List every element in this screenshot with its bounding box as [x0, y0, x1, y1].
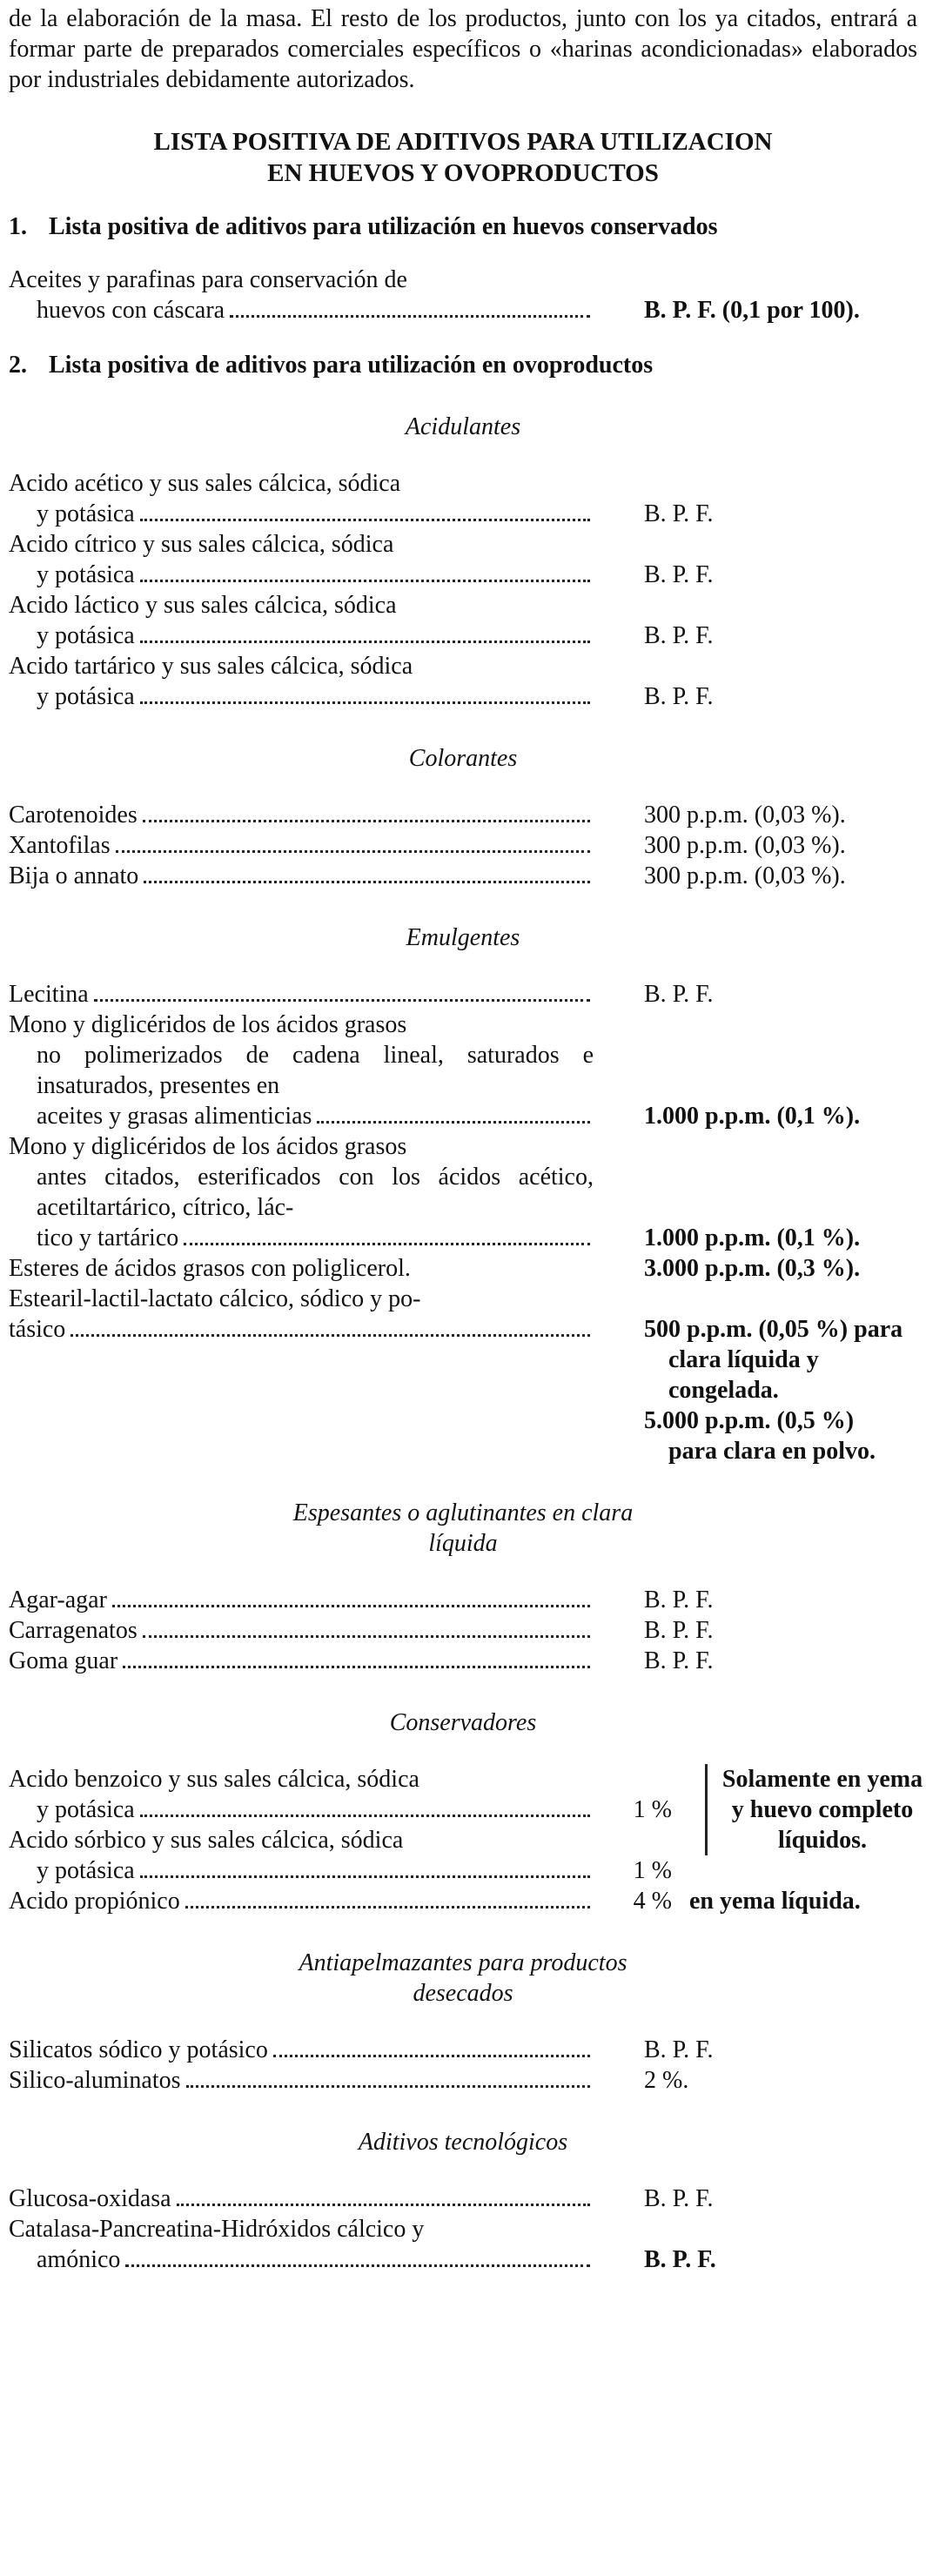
additive-name: Carotenoides	[9, 802, 138, 828]
additive-name-line: y potásica	[37, 500, 135, 527]
additive-name: Silico-aluminatos	[9, 2067, 181, 2094]
additive-name-line: Aceites y parafinas para conservación de	[9, 266, 407, 293]
section-title-antiapelmazantes	[9, 1948, 917, 2009]
additive-name-line: Mono y diglicéridos de los ácidos grasos	[9, 1133, 407, 1160]
colorantes-entries	[9, 800, 917, 891]
additive-name-line: y potásica	[37, 1796, 135, 1823]
additive-entry	[9, 2184, 917, 2214]
additive-name: Acido propiónico	[9, 1888, 180, 1915]
additive-name: Lecitina	[9, 981, 89, 1008]
additive-name-line: Acido benzoico y sus sales cálcica, sódica	[9, 1766, 419, 1793]
dot-leader	[140, 701, 590, 704]
additive-name: Xantofilas	[9, 832, 111, 859]
additive-name-line: tásico	[9, 1316, 66, 1343]
additive-name: Esteres de ácidos grasos con poliglicerol.	[9, 1255, 411, 1282]
antiapelmazantes-entries	[9, 2035, 917, 2096]
additive-entry	[9, 800, 917, 830]
list-1-heading	[9, 211, 917, 242]
dot-leader	[123, 1666, 590, 1668]
additive-value: 300 p.p.m. (0,03 %).	[644, 802, 846, 828]
additive-name-line: y potásica	[37, 622, 135, 649]
additive-name-line: tico y tartárico	[37, 1224, 179, 1251]
emulgentes-entries	[9, 979, 917, 1466]
additive-entry	[9, 861, 917, 891]
dot-leader	[94, 999, 590, 1002]
conservadores-bracket-note: Solamente en yema y huevo completo líquidos.	[705, 1764, 926, 1855]
dot-leader	[317, 1121, 590, 1124]
additive-value: 1.000 p.p.m. (0,1 %).	[644, 1103, 861, 1130]
dot-leader	[140, 1875, 590, 1878]
section-title-conservadores: Conservadores	[389, 1709, 537, 1736]
dot-leader	[140, 641, 590, 643]
additive-entry	[9, 590, 917, 651]
dot-leader	[144, 881, 590, 883]
dot-leader	[112, 1605, 590, 1607]
additive-entry	[9, 265, 917, 325]
section-title-espesantes	[9, 1498, 917, 1559]
additive-entry	[9, 2065, 917, 2096]
additive-name-line: y potásica	[37, 1857, 135, 1884]
additive-entry	[9, 979, 917, 1010]
main-title-line-1: LISTA POSITIVA DE ADITIVOS PARA UTILIZACION	[153, 128, 773, 156]
dot-leader	[125, 2264, 590, 2267]
additive-value: 1 %	[633, 1796, 672, 1823]
additive-name-line: Acido láctico y sus sales cálcica, sódica	[9, 592, 397, 619]
additive-value: B. P. F.	[644, 2036, 714, 2063]
dot-leader	[273, 2055, 590, 2057]
dot-leader	[116, 850, 590, 853]
additive-value: B. P. F.	[644, 1647, 714, 1674]
additive-name-line: amónico	[37, 2246, 121, 2273]
section-title-line: líquida	[428, 1530, 498, 1557]
additive-entry	[9, 1585, 917, 1615]
dot-leader	[185, 1906, 590, 1909]
additive-value: 3.000 p.p.m. (0,3 %).	[644, 1255, 861, 1282]
additive-name-line: y potásica	[37, 561, 135, 588]
additive-value: 1 %	[633, 1857, 672, 1884]
additive-name-line: y potásica	[37, 683, 135, 710]
additive-name: Carragenatos	[9, 1617, 138, 1644]
additive-name-line: antes citados, esterificados con los ácidos acético, acetiltartárico, cítrico, lác-	[37, 1164, 594, 1221]
main-title-line-2: EN HUEVOS Y OVOPRODUCTOS	[267, 159, 659, 187]
additive-value: B. P. F.	[644, 500, 714, 527]
additive-name-line: aceites y grasas alimenticias	[37, 1103, 312, 1130]
additive-name-line: huevos con cáscara	[37, 297, 225, 324]
additive-value: B. P. F.	[644, 561, 714, 588]
additive-entry	[9, 1886, 917, 1916]
additive-value: B. P. F. (0,1 por 100).	[644, 297, 860, 324]
additive-name: Goma guar	[9, 1647, 118, 1674]
additive-name: Silicatos sódico y potásico	[9, 2036, 268, 2063]
additive-value: B. P. F.	[644, 2185, 714, 2212]
additive-value: 4 %	[633, 1888, 672, 1915]
additive-name-line: Catalasa-Pancreatina-Hidróxidos cálcico y	[9, 2216, 425, 2243]
tecnologicos-entries	[9, 2184, 917, 2275]
additive-entry	[9, 1010, 917, 1131]
list-2-text: Lista positiva de aditivos para utilización en ovoproductos	[49, 352, 654, 379]
dot-leader	[184, 1243, 590, 1245]
additive-name-line: Acido cítrico y sus sales cálcica, sódica	[9, 531, 394, 558]
dot-leader	[143, 820, 590, 822]
section-title-line: Espesantes o aglutinantes en clara	[292, 1499, 634, 1526]
additive-value: 5.000 p.p.m. (0,5 %) para clara en polvo.	[644, 1407, 876, 1465]
additive-entry	[9, 830, 917, 861]
dot-leader	[230, 315, 590, 318]
list-1-entries	[9, 265, 917, 325]
espesantes-entries	[9, 1585, 917, 1676]
dot-leader	[140, 1815, 590, 1817]
section-title-tecnologicos: Aditivos tecnológicos	[358, 2129, 568, 2156]
additive-value: 300 p.p.m. (0,03 %).	[644, 832, 846, 859]
additive-entry	[9, 529, 917, 590]
section-title-emulgentes: Emulgentes	[406, 924, 520, 951]
section-title-line: desecados	[413, 1980, 513, 2007]
section-title-acidulantes: Acidulantes	[405, 413, 521, 440]
additive-entry	[9, 1284, 917, 1466]
additive-name-line: Estearil-lactil-lactato cálcico, sódico y po-	[9, 1285, 421, 1312]
additive-value: 300 p.p.m. (0,03 %).	[644, 862, 846, 889]
list-1-number: 1.	[9, 213, 27, 240]
acidulantes-entries	[9, 468, 917, 712]
list-2-heading	[9, 350, 917, 380]
section-title-line: Antiapelmazantes para productos	[299, 1949, 627, 1976]
additive-name: Glucosa-oxidasa	[9, 2185, 171, 2212]
additive-entry	[9, 1646, 917, 1676]
main-title	[9, 126, 917, 189]
additive-value: B. P. F.	[644, 683, 714, 710]
additive-name-line: Acido sórbico y sus sales cálcica, sódica	[9, 1827, 404, 1854]
additive-value: B. P. F.	[644, 1587, 714, 1613]
list-2-number: 2.	[9, 352, 27, 379]
dot-leader	[177, 2204, 590, 2206]
additive-name-line: Acido acético y sus sales cálcica, sódica	[9, 470, 401, 497]
additive-entry	[9, 1253, 917, 1284]
dot-leader	[186, 2085, 590, 2088]
additive-value: B. P. F.	[644, 981, 714, 1008]
section-title-colorantes: Colorantes	[408, 745, 518, 772]
additive-entry	[9, 468, 917, 529]
additive-value: B. P. F.	[644, 2246, 716, 2273]
additive-value: 1.000 p.p.m. (0,1 %).	[644, 1224, 861, 1251]
list-1-text: Lista positiva de aditivos para utilización en huevos conservados	[49, 213, 718, 240]
conservadores-entries	[9, 1764, 923, 1916]
additive-value: 2 %.	[644, 2067, 689, 2094]
dot-leader	[140, 519, 590, 521]
conservadores-note-2: en yema líquida.	[689, 1888, 861, 1915]
additive-entry	[9, 1615, 917, 1646]
additive-name-line: Acido tartárico y sus sales cálcica, sódica	[9, 653, 413, 680]
additive-name-line: Mono y diglicéridos de los ácidos grasos	[9, 1011, 407, 1038]
additive-entry	[9, 651, 917, 712]
dot-leader	[140, 580, 590, 582]
additive-name: Bija o annato	[9, 862, 139, 889]
document-page	[9, 3, 923, 2275]
dot-leader	[70, 1334, 590, 1337]
additive-entry	[9, 1131, 917, 1253]
additive-entry	[9, 2214, 917, 2275]
additive-entry	[9, 2035, 917, 2065]
additive-value: B. P. F.	[644, 1617, 714, 1644]
additive-name: Agar-agar	[9, 1587, 107, 1613]
additive-name-line: no polimerizados de cadena lineal, saturados e insaturados, presentes en	[37, 1042, 594, 1099]
additive-value: 500 p.p.m. (0,05 %) para clara líquida y congelada.	[644, 1316, 903, 1404]
additive-value: B. P. F.	[644, 622, 714, 649]
intro-paragraph: de la elaboración de la masa. El resto de los productos, junto con los ya citados, entrará a formar parte de preparados comerciales específicos o «harinas acondicionadas» elaborados por industriales debidamente autorizados.	[9, 5, 917, 93]
dot-leader	[143, 1635, 590, 1638]
